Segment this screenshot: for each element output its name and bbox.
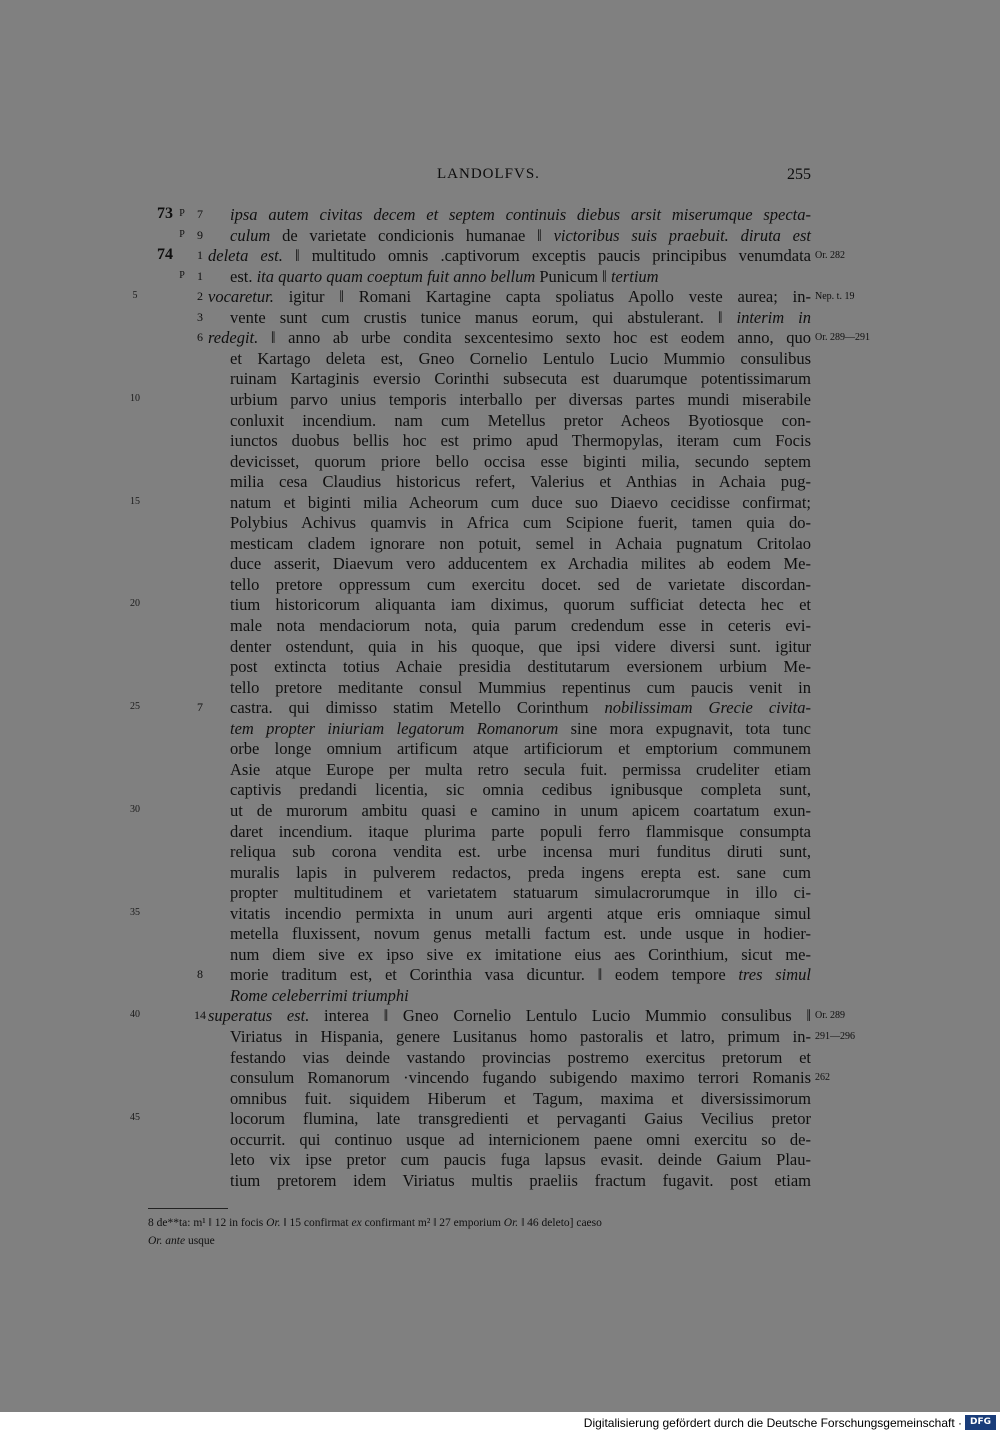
italic-segment: Or. (266, 1217, 281, 1229)
paragraph-number: 14 (194, 1008, 206, 1023)
source-marker: P (179, 228, 185, 240)
text-line (0, 348, 1000, 369)
text-line (0, 718, 1000, 739)
text-segment: muralis lapis in pulverem redactos, preda ingens erepta est. sane cum (230, 862, 811, 882)
text-segment: morie traditum est, et Corinthia vasa dicuntur. ‖ eodem tempore (230, 965, 739, 985)
margin-reference: 262 (815, 1072, 830, 1084)
text-line (0, 882, 1000, 903)
line-text (230, 903, 811, 924)
line-text (230, 944, 811, 965)
text-line (0, 512, 1000, 533)
text-segment: confirmant m² ‖ 27 emporium (361, 1217, 504, 1229)
italic-segment: superatus est. (208, 1006, 325, 1026)
text-line (0, 800, 1000, 821)
text-segment: post extincta totius Achaie presidia destitutarum eversionem urbium Me- (230, 657, 811, 677)
text-line (0, 636, 1000, 657)
text-line (0, 779, 1000, 800)
line-text (230, 1067, 811, 1088)
line-text (230, 204, 811, 225)
paragraph-number: 3 (197, 309, 203, 324)
text-segment: tium historicorum aliquanta iam diximus, quorum sufficiat detecta hec et (230, 595, 811, 615)
text-segment: Asie atque Europe per multa retro secula fuit. permissa crudeliter etiam (230, 759, 811, 779)
text-line (0, 471, 1000, 492)
italic-segment: nobilissimam Grecie civita- (604, 698, 811, 718)
dfg-logo: DFG (965, 1415, 996, 1430)
line-text (230, 430, 811, 451)
line-text (230, 800, 811, 821)
text-line (0, 615, 1000, 636)
text-segment: Punicum ‖ (539, 266, 611, 286)
italic-segment: ita quarto quam coeptum fuit anno bellum (256, 266, 540, 286)
paragraph-number: 6 (197, 330, 203, 345)
line-text (230, 451, 811, 472)
chapter-number: 74 (157, 246, 173, 264)
line-text (230, 512, 811, 533)
source-marker: P (179, 208, 185, 219)
running-title: LANDOLFVS. (437, 166, 540, 182)
text-segment: devicisset, quorum priore bello occisa esse biginti milia, secundo septem (230, 451, 811, 471)
line-text (208, 245, 811, 266)
text-segment: ‖ 46 deleto] caeso (518, 1217, 602, 1229)
text-segment: interea ‖ Gneo Cornelio Lentulo Lucio Mummio consulibus ‖ (324, 1006, 811, 1026)
line-text (230, 656, 811, 677)
text-line (0, 1047, 1000, 1068)
text-segment: de varietate condicionis humanae ‖ (282, 225, 554, 245)
text-segment: festando vias deinde vastando provincias postremo exercitus pretorum et (230, 1047, 811, 1067)
text-segment: est. (230, 266, 257, 286)
text-segment: duce asserit, Diaevum vero adducentem ex Archadia milites ab eodem Me- (230, 554, 811, 574)
text-line (0, 1149, 1000, 1170)
line-text (230, 985, 811, 1006)
text-segment: urbium parvo unius temporis interballo per diversas partes mundi miserabile (230, 389, 811, 409)
text-line (0, 368, 1000, 389)
text-segment: daret incendium. itaque plurima parte populi ferro flammisque consumpta (230, 821, 811, 841)
text-segment: Polybius Achivus quamvis in Africa cum Scipione fuerit, tamen quia do- (230, 513, 811, 533)
text-segment: ‖ multitudo omnis .captivorum exceptis paucis principibus venumdata (294, 246, 811, 266)
text-segment: captivis predandi licentia, sic omnia cedibus ignibusque completa sunt, (230, 780, 811, 800)
line-text (230, 368, 811, 389)
text-line (0, 451, 1000, 472)
footer-credit: Digitalisierung gefördert durch die Deutsche Forschungsgemeinschaft · (583, 1416, 962, 1430)
text-segment: consulum Romanorum ·vincendo fugando subigendo maximo terrori Romanis (230, 1068, 811, 1088)
margin-reference: Or. 282 (815, 250, 845, 262)
text-segment: mesticam cladem ignorare non potuit, semel in Achaia pugnatum Critolao (230, 533, 811, 553)
line-text (230, 410, 811, 431)
chapter-number: 73 (157, 205, 173, 222)
line-number: 35 (130, 906, 140, 918)
text-line (0, 697, 1000, 718)
text-line (0, 327, 1000, 348)
text-line (0, 862, 1000, 883)
line-text (230, 307, 811, 328)
text-segment: ut de murorum ambitu quasi e camino in unum apicem coartatum exun- (230, 800, 811, 820)
text-line (0, 533, 1000, 554)
line-text (230, 882, 811, 903)
paragraph-number: 2 (197, 289, 203, 304)
line-text (230, 1170, 811, 1191)
italic-segment: tertium (610, 266, 659, 286)
italic-segment: ipsa autem civitas decem et septem continuis diebus arsit miserumque specta- (230, 205, 811, 224)
text-line (0, 574, 1000, 595)
text-line (0, 1088, 1000, 1109)
text-line (0, 944, 1000, 965)
paragraph-number: 8 (197, 967, 203, 982)
line-text (230, 553, 811, 574)
line-number: 25 (130, 701, 140, 713)
italic-segment: tem propter iniuriam legatorum Romanorum (230, 718, 571, 738)
paragraph-number: 7 (197, 700, 203, 715)
text-segment: tello pretore meditante consul Mummius repentinus cum paucis venit in (230, 677, 811, 697)
italic-segment: deleta est. (208, 246, 295, 266)
line-text (230, 533, 811, 554)
text-segment: metella fluxissent, novum genus metalli factum est. unde usque in hodier- (230, 924, 811, 944)
text-segment: locorum flumina, late transgredienti et pervaganti Gaius Vecilius pretor (230, 1109, 811, 1129)
text-line (0, 266, 1000, 287)
text-segment: male nota mendaciorum nota, quia parum credendum esse in ceteris evi- (230, 616, 811, 635)
text-line (0, 821, 1000, 842)
text-segment: sine mora expugnavit, tota tunc (570, 718, 811, 738)
text-line (0, 389, 1000, 410)
text-line (0, 307, 1000, 328)
line-number: 40 (130, 1009, 140, 1021)
italic-segment: Or. (503, 1217, 519, 1229)
line-text (230, 1108, 811, 1129)
page-number: 255 (787, 166, 811, 183)
margin-reference: Nep. t. 19 (815, 291, 855, 303)
line-text (230, 1026, 811, 1047)
text-segment: tium pretorem idem Viriatus multis praeliis fractum fugavit. post etiam (230, 1170, 811, 1190)
footnotes (148, 1214, 813, 1250)
text-segment: 8 de**ta: m¹ ‖ 12 in focis (148, 1217, 267, 1229)
paragraph-number: 1 (197, 268, 203, 283)
line-text (230, 677, 811, 698)
text-segment: reliqua sub corona vendita est. urbe incensa muri funditus diruti sunt, (230, 842, 811, 862)
line-text (230, 759, 811, 780)
text-line (0, 656, 1000, 677)
text-line (0, 204, 1000, 225)
line-number: 45 (130, 1112, 140, 1124)
text-segment: iunctos duobus bellis hoc est primo apud Thermopylas, iteram cum Focis (230, 431, 811, 451)
text-segment: milia cesa Claudius historicus refert, Valerius et Anthias in Achaia pug- (230, 472, 811, 492)
line-text (230, 348, 811, 369)
text-segment: ‖ 15 confirmat (280, 1217, 352, 1229)
text-segment: natum et biginti milia Acheorum cum duce suo Diaevo cecidisse confirmat; (230, 492, 811, 512)
text-segment: tello pretore oppressum cum exercitu docet. sed de varietate discordan- (230, 574, 811, 594)
line-text (230, 615, 811, 636)
line-number: 15 (130, 495, 140, 507)
text-line (0, 923, 1000, 944)
line-text (230, 821, 811, 842)
footnote-rule (148, 1208, 228, 1209)
italic-segment: interim in (736, 307, 811, 327)
line-text (230, 718, 811, 739)
paragraph-number: 7 (197, 207, 203, 221)
text-line (0, 225, 1000, 246)
footnote-line (148, 1232, 813, 1250)
text-segment: usque (185, 1235, 215, 1247)
line-number: 20 (130, 598, 140, 610)
text-line (0, 553, 1000, 574)
text-line (0, 245, 1000, 266)
line-text (230, 964, 811, 985)
line-text (230, 1129, 811, 1150)
text-line (0, 1108, 1000, 1129)
line-text (230, 471, 811, 492)
line-text (230, 738, 811, 759)
paragraph-number: 9 (197, 227, 203, 242)
text-line (0, 903, 1000, 924)
italic-segment: victoribus suis praebuit. diruta est (553, 225, 812, 245)
line-text (230, 841, 811, 862)
text-segment: castra. qui dimisso statim Metello Corinthum (230, 698, 605, 718)
text-segment: propter multitudinem et varietatem statuarum simulacrorumque in illo ci- (230, 883, 811, 903)
text-segment: vitatis incendio permixta in unum auri argenti atque eris omniaque simul (230, 903, 811, 923)
text-line (0, 1129, 1000, 1150)
line-text (230, 574, 811, 595)
text-segment: omnibus fuit. siquidem Hiberum et Tagum, maxima et diversissimorum (230, 1088, 811, 1108)
text-line (0, 677, 1000, 698)
line-number: 30 (130, 803, 140, 815)
text-line (0, 430, 1000, 451)
text-segment: denter ostendunt, quia in his quoque, que ipsi videre diversi sunt. igitur (230, 636, 811, 656)
margin-reference: Or. 289—291 (815, 332, 870, 344)
line-text (208, 327, 811, 348)
text-segment: num diem sive ex ipso sive ex imitatione eius aes Corinthium, sicut me- (230, 944, 811, 964)
text-line (0, 1026, 1000, 1047)
line-number: 10 (130, 392, 140, 404)
line-text (230, 492, 811, 513)
text-segment: conluxit incendium. nam cum Metellus pretor Acheos Byotiosque con- (230, 410, 811, 430)
text-line (0, 410, 1000, 431)
source-marker: P (179, 269, 185, 281)
line-text (230, 389, 811, 410)
line-text (230, 1047, 811, 1068)
text-line (0, 1067, 1000, 1088)
text-line (0, 841, 1000, 862)
text-segment: occurrit. qui continuo usque ad internicionem paene omni exercitu so de- (230, 1129, 811, 1149)
line-text (230, 1088, 811, 1109)
text-segment: ruinam Kartaginis eversio Corinthi subsecuta est duarumque potentissimarum (230, 369, 811, 389)
line-text (230, 636, 811, 657)
text-line (0, 1005, 1000, 1026)
italic-segment: redegit. (208, 328, 271, 348)
line-text (230, 266, 811, 287)
paragraph-number: 1 (197, 248, 203, 263)
italic-segment: vocaretur. (208, 287, 289, 307)
text-segment: leto vix ipse pretor cum paucis fuga lapsus evasit. deinde Gaium Plau- (230, 1150, 811, 1170)
text-line (0, 492, 1000, 513)
text-line (0, 759, 1000, 780)
text-segment: ‖ anno ab urbe condita sexcentesimo sexto hoc est eodem anno, quo (270, 328, 812, 348)
line-text (230, 1149, 811, 1170)
line-number: 5 (132, 290, 138, 302)
text-line (0, 738, 1000, 759)
text-line (0, 286, 1000, 307)
italic-segment: Or. ante (148, 1235, 186, 1247)
line-text (230, 225, 811, 246)
italic-segment: culum (230, 225, 283, 245)
text-line (0, 594, 1000, 615)
italic-segment: tres simul (738, 965, 811, 985)
text-segment: vente sunt cum crustis tunice manus eorum, qui abstulerant. ‖ (230, 307, 737, 327)
line-text (230, 594, 811, 615)
margin-reference: Or. 289 (815, 1010, 845, 1022)
line-text (230, 697, 811, 718)
text-segment: Viriatus in Hispania, genere Lusitanus homo pastoralis et latro, primum in- (230, 1027, 811, 1046)
italic-segment: ex (351, 1217, 362, 1229)
text-line (0, 964, 1000, 985)
text-segment: et Kartago deleta est, Gneo Cornelio Lentulo Lucio Mummio consulibus (230, 348, 811, 368)
line-text (208, 1005, 811, 1026)
line-text (230, 923, 811, 944)
italic-segment: Rome celeberrimi triumphi (230, 985, 409, 1005)
text-segment: orbe longe omnium artificum atque artificiorum et emptorium communem (230, 739, 811, 759)
margin-reference: 291—296 (815, 1031, 855, 1042)
text-segment: igitur ‖ Romani Kartagine capta spoliatus Apollo veste aurea; in- (288, 287, 811, 307)
line-text (230, 779, 811, 800)
footer-bar (0, 1412, 1000, 1434)
footnote-line (148, 1214, 813, 1232)
line-text (230, 862, 811, 883)
text-line (0, 1170, 1000, 1191)
line-text (208, 286, 811, 307)
text-line (0, 985, 1000, 1006)
